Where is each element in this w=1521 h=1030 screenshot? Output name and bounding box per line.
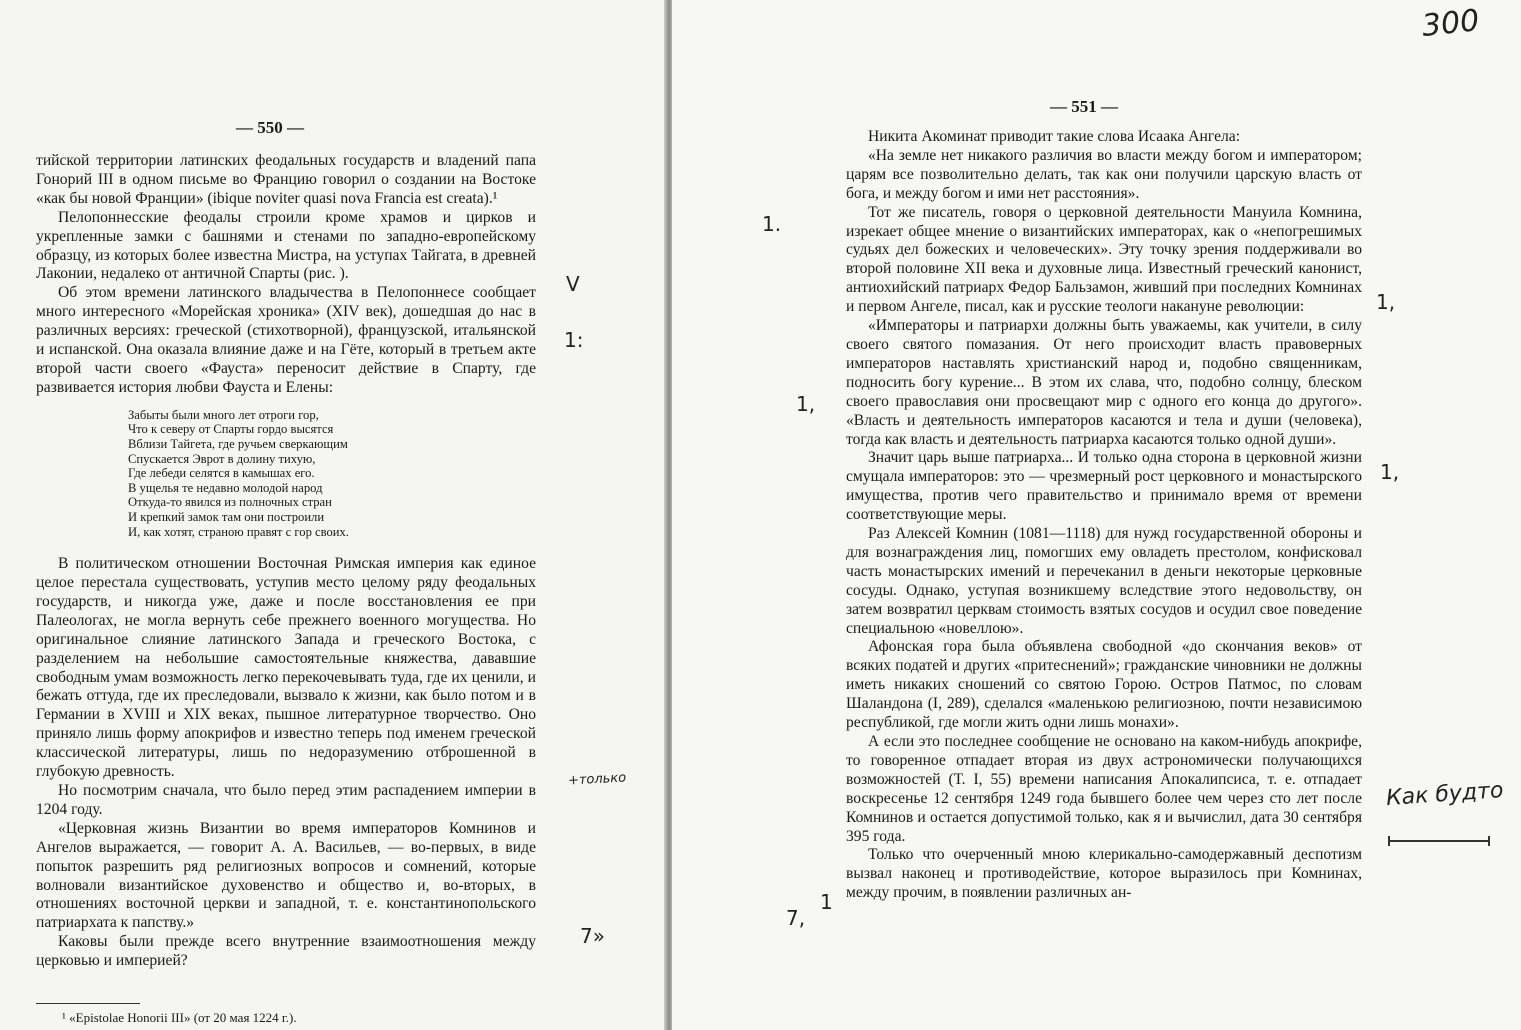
poem-line: Спускается Эврот в долину тихую,	[128, 451, 316, 466]
paragraph: А если это последнее сообщение не основано на каком-нибудь апокрифе, то говоренное отпадает вторая из двух астрономически получающихся возможностей (Т. I, 55) времени написания Апокалипсиса, т. е. отпадает воскресенье 12 сентября 1249 года бывшего более чем через сто лет после Комнинов и остается допустимой только, как я и вычислил, дата 30 сентября 395 года.	[846, 733, 1362, 845]
paragraph: Значит царь выше патриарха... И только одна сторона в церковной жизни смущала императоров: это — чрезмерный рост церковного и монастырского имущества, против чего правительство и принимало время от времени соответствующие меры.	[846, 449, 1362, 524]
paragraph: Об этом времени латинского владычества в Пелопоннесе сообщает много интересного «Морейская хроника» (XIV век), дошедшая до нас в различных версиях: греческой (стихотворной), французской, итальянской и испанской. Она оказала влияние даже и на Гёте, который в третьем акте второй части своего «Фауста» переносит действие в Спарту, где развивается история любви Фауста и Елены:	[36, 284, 536, 396]
paragraph: Афонская гора была объявлена свободной «до скончания веков» от всяких податей и других «притеснений»; гражданские чиновники не должны иметь никаких сношений со святою Горою. Остров Патмос, по словам Шаландона (I, 289), сделался «маленькою религиозною, почти независимою республикой, где могли жить одни лишь монахи».	[846, 638, 1362, 732]
margin-mark: 1:	[564, 328, 584, 352]
paragraph: Тот же писатель, говоря о церковной деятельности Мануила Комнина, изрекает общее мнение о византийских императорах, как о «непогрешимых судьях дел божеских и человеческих». Эту точку зрения поддерживали во второй половине XII века и духовные лица. Известный греческий канонист, антиохийский патриарх Федор Бальзамон, живший при последних Комнинах и первом Ангеле, писал, как и русские теологи накануне революции:	[846, 203, 1362, 316]
poem-line: Где лебеди селятся в камышах его.	[128, 466, 315, 481]
margin-mark: 1,	[1376, 290, 1396, 314]
handwritten-page-count: 300	[1420, 3, 1481, 44]
margin-mark: 1,	[796, 392, 816, 416]
handwritten-bracket	[1388, 836, 1490, 846]
page-number-left: — 550 —	[236, 118, 304, 137]
margin-mark: 1	[820, 890, 833, 914]
handwritten-correction-note: +только	[567, 770, 627, 789]
paragraph: Никита Акоминат приводит такие слова Исаака Ангела:	[868, 128, 1241, 145]
quote-paragraph: «Императоры и патриархи должны быть уважаемы, как учители, в силу своего святого помазания. От него происходит власть правоверных императоров наставлять христианский народ и, подобно священникам, подносить богу курение... В этом их слава, что, подобно солнцу, блеском своего православия они просвещают мир с одного его конца до другого». «Власть и деятельность императоров касаются и тела и души (человека), тогда как власть и деятельность патриарха касаются только одной души».	[846, 317, 1362, 448]
quote-paragraph: «Церковная жизнь Византии во время императоров Комнинов и Ангелов выражается, — говорит А. А. Васильев, — во-первых, в виде попыток разрешить ряд религиозных вопросов и сомнений, которые волновали византийское духовенство и общество и, во-вторых, в отношениях восточной церкви и западной, т. е. константинопольского патриархата к папству.»	[36, 819, 536, 932]
quote-paragraph: «На земле нет никакого различия во власти между богом и императором; царям все позволительно делать, так как они получили царскую власть от бога, и между богом и ими нет расстояния».	[846, 146, 1362, 202]
poem-line: В ущелья те недавно молодой народ	[128, 480, 323, 495]
paragraph: Раз Алексей Комнин (1081—1118) для нужд государственной обороны и для вознаграждения лиц, помогших ему овладеть престолом, конфисковал часть монастырских имений и перечеканил в деньги некоторые церковные сосуды. Однако, уступая возникшему вследствие этого недовольству, он затем возвратил церквам стоимость взятых сосудов и осудил свое поведение специальною «новеллою».	[846, 525, 1362, 637]
footnote-rule	[36, 1003, 140, 1004]
margin-mark: 7,	[786, 906, 806, 930]
paragraph: Только что очерченный мною клерикально-самодержавный деспотизм вызвал наконец и противодействие, которое выразилось при Комнинах, между прочим, в появлении различных ан-	[846, 846, 1362, 902]
paragraph: Каковы были прежде всего внутренние взаимоотношения между церковью и империей?	[36, 933, 536, 970]
left-text-column	[36, 152, 536, 971]
poem-line: Что к северу от Спарты гордо высятся	[128, 422, 334, 437]
page-number-right: — 551 —	[1050, 97, 1118, 116]
footnote: ¹ «Epistolae Honorii III» (от 20 мая 1224 г.).	[62, 1010, 297, 1025]
poem-quote	[128, 408, 536, 539]
margin-mark: 1.	[762, 212, 782, 236]
paragraph: Пелопоннесские феодалы строили кроме храмов и цирков и укрепленные замки с башнями и стенами по западно-европейскому образцу, из которых более известна Мистра, на уступах Тайгата, в древней Лаконии, недалеко от античной Спарты (рис. ).	[36, 208, 536, 283]
paragraph: Но посмотрим сначала, что было перед этим распадением империи в 1204 году.	[36, 782, 536, 818]
left-page	[0, 0, 668, 1030]
paragraph: тийской территории латинских феодальных государств и владений папа Гонорий III в одном письме во Францию говорил о создании на Востоке «как бы новой Франции» (ibique noviter quasi nova Francia est creata).¹	[36, 152, 536, 207]
margin-mark: 7»	[580, 924, 605, 948]
poem-line: Откуда-то явился из полночных стран	[128, 495, 332, 510]
poem-line: Забыты были много лет отроги гор,	[128, 407, 319, 422]
right-text-column	[846, 128, 1362, 903]
margin-check-mark: V	[566, 272, 580, 296]
handwritten-margin-note: Как будто	[1385, 777, 1505, 812]
poem-line: И крепкий замок там они построили	[128, 509, 325, 524]
poem-line: Вблизи Тайгета, где ручьем сверкающим	[128, 436, 348, 451]
paragraph: В политическом отношении Восточная Римская империя как единое целое перестала существовать, уступив место целому ряду феодальных государств, и никогда уже, даже и после восстановления ее при Палеологах, не могла вернуть себе прежнего военного могущества. Но оригинальное слияние латинского Запада и греческого Востока, с разделением на небольшие самостоятельные княжества, дававшие свободным умам возможность легко перекочевывать туда, где их ценили, и бежать оттуда, где их преследовали, вызвало к жизни, как было потом и в Германии в XVIII и XIX веках, пышное литературное творчество. Оно приняло лишь форму апокрифов и известно теперь под именем греческой классической литературы, лишь по недоразумению отброшенной в глубокую древность.	[36, 555, 536, 781]
margin-mark: 1,	[1380, 460, 1400, 484]
poem-line: И, как хотят, страною правят с гор своих.	[128, 524, 349, 539]
